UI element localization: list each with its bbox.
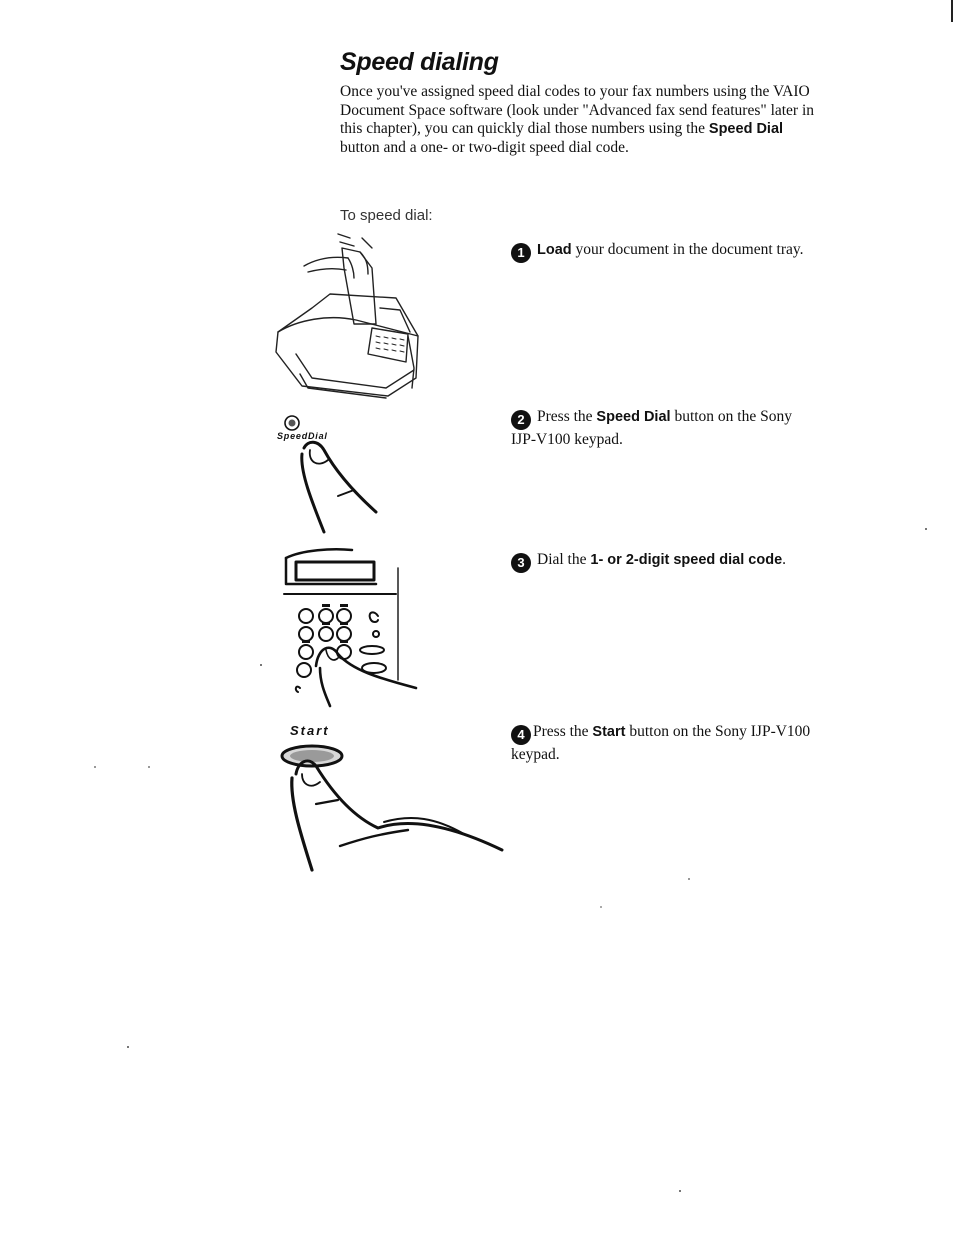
start-finger-illustration [268,738,508,878]
step-number-4: 4 [511,725,531,745]
step-4-text: button on the Sony IJP-V100 keypad. [511,723,811,763]
scan-speck [688,878,690,880]
step-3 [511,550,831,573]
intro-text-2: button and a one- or two-digit speed dial code. [340,138,629,156]
scan-speck [148,766,150,768]
step-4-bold: Start [592,724,626,740]
step-4-pre: Press the [533,723,593,740]
step-number-2: 2 [511,410,531,430]
step-1-bold: Load [537,242,572,258]
step-2 [511,407,816,449]
step-2-pre: Press the [537,408,597,425]
page-edge-mark [951,0,953,22]
intro-text-1: Once you've assigned speed dial codes to your fax numbers using the VAIO Document Space software (look under "Advanced fax send features" later in this chapter), you can quickly dial those numbers using the [340,83,815,138]
speed-dial-caption: SpeedDial [277,431,328,441]
lead-in-text: To speed dial: [340,207,433,224]
intro-paragraph [340,83,820,157]
step-3-text: . [782,551,787,568]
step-number-1: 1 [511,243,531,263]
start-caption: Start [290,723,330,738]
step-number-3: 3 [511,553,531,573]
scan-speck [94,766,96,768]
page-title: Speed dialing [340,48,499,76]
scan-speck [260,664,262,666]
scan-speck [679,1190,681,1192]
step-1 [511,240,816,263]
scan-speck [925,528,927,530]
intro-bold-speed-dial: Speed Dial [708,121,784,138]
step-2-bold: Speed Dial [596,409,671,425]
step-3-pre: Dial the [537,551,591,568]
step-2-text: button on the Sony IJP-V100 keypad. [511,408,792,448]
step-4 [511,722,816,764]
fax-machine-illustration [268,228,428,408]
speed-dial-finger-illustration [272,410,392,540]
step-3-bold: 1- or 2-digit speed dial code [590,552,783,568]
scan-speck [600,906,602,908]
keypad-finger-illustration [282,544,422,709]
step-1-text: your document in the document tray. [571,241,804,258]
scan-speck [127,1046,129,1048]
